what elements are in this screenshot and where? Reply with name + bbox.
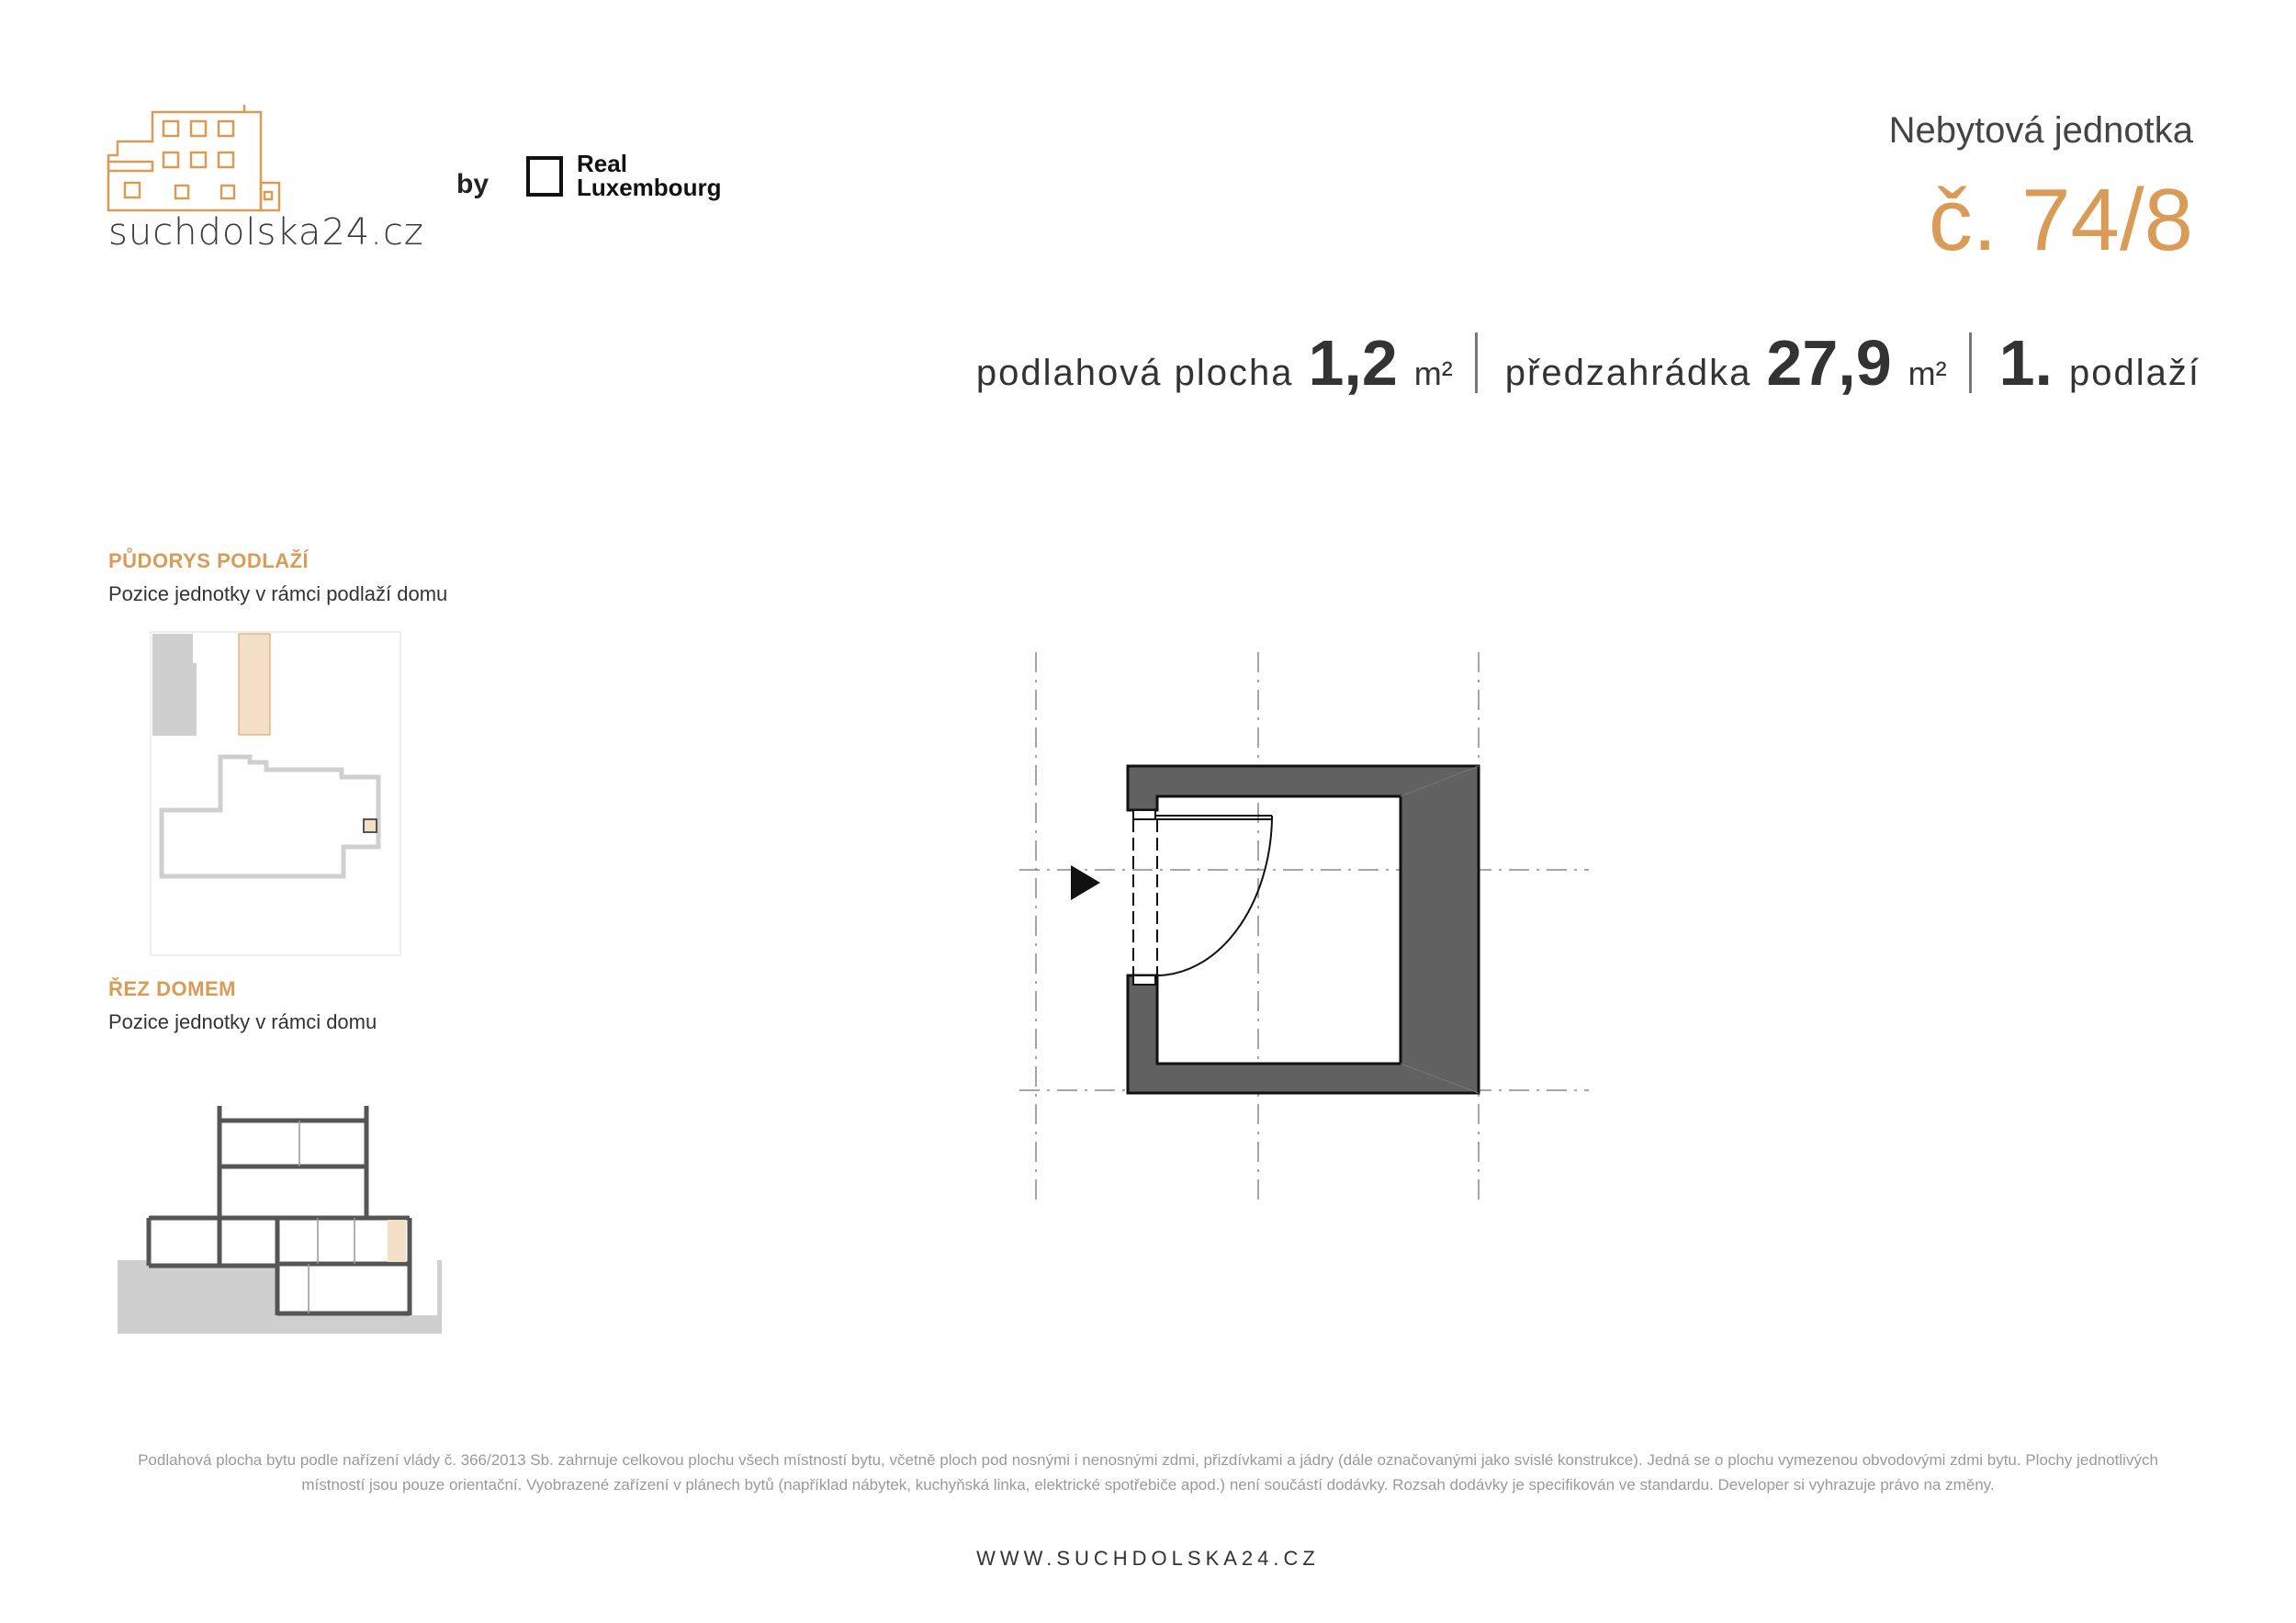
site-name: suchdolska24.cz bbox=[108, 211, 424, 254]
floor-number: 1. bbox=[1998, 327, 2054, 399]
floor-area-label: podlahová plocha bbox=[975, 353, 1294, 393]
website-link[interactable]: WWW.SUCHDOLSKA24.CZ bbox=[976, 1547, 1320, 1570]
section-subtitle: Pozice jednotky v rámci domu bbox=[108, 1010, 377, 1033]
divider bbox=[1969, 332, 1972, 393]
floor-area-unit: m² bbox=[1413, 355, 1453, 392]
floor-plan-title: PŮDORYS PODLAŽÍ bbox=[108, 549, 310, 572]
unit-stats bbox=[976, 326, 2200, 400]
floor-position-plan bbox=[149, 630, 402, 957]
garden-label: předzahrádka bbox=[1504, 353, 1752, 393]
section-title: ŘEZ DOMEM bbox=[108, 977, 236, 1000]
divider bbox=[1475, 332, 1478, 393]
unit-floor-plan bbox=[1010, 652, 1598, 1203]
real-luxembourg-logo-icon bbox=[526, 156, 563, 197]
unit-number: č. 74/8 bbox=[1928, 171, 2193, 269]
partner-name-line2: Luxembourg bbox=[577, 174, 722, 201]
floor-label: podlaží bbox=[2069, 353, 2200, 393]
garden-value: 27,9 bbox=[1766, 327, 1892, 399]
building-logo-icon bbox=[107, 105, 290, 220]
partner-name-line1: Real bbox=[577, 150, 627, 177]
unit-type-label: Nebytová jednotka bbox=[1888, 110, 2193, 151]
partner-name bbox=[577, 152, 721, 199]
garden-unit: m² bbox=[1908, 355, 1947, 392]
disclaimer-text: Podlahová plocha bytu podle nařízení vlády č. 366/2013 Sb. zahrnuje celkovou plochu všech místností bytu, včetně ploch pod nosnými i nenosnými zdmi, přizdívkami a jádry (dále označovanými jako svislé konstrukce). Jedná se o plochu vymezenou obvodovými zdmi bytu. Plochy jednotlivých místností jsou pouze orientační. Vyobrazené zařízení v plánech bytů (například nábytek, kuchyňská linka, elektrické spotřebiče apod.) není součástí dodávky. Rozsah dodávky je specifikován ve standardu. Developer si vyhrazuje právo na změny. bbox=[138, 1451, 2158, 1493]
building-section-diagram bbox=[116, 1102, 442, 1341]
floor-area-value: 1,2 bbox=[1308, 327, 1398, 399]
by-label: by bbox=[456, 169, 490, 199]
floor-plan-subtitle: Pozice jednotky v rámci podlaží domu bbox=[108, 582, 448, 605]
